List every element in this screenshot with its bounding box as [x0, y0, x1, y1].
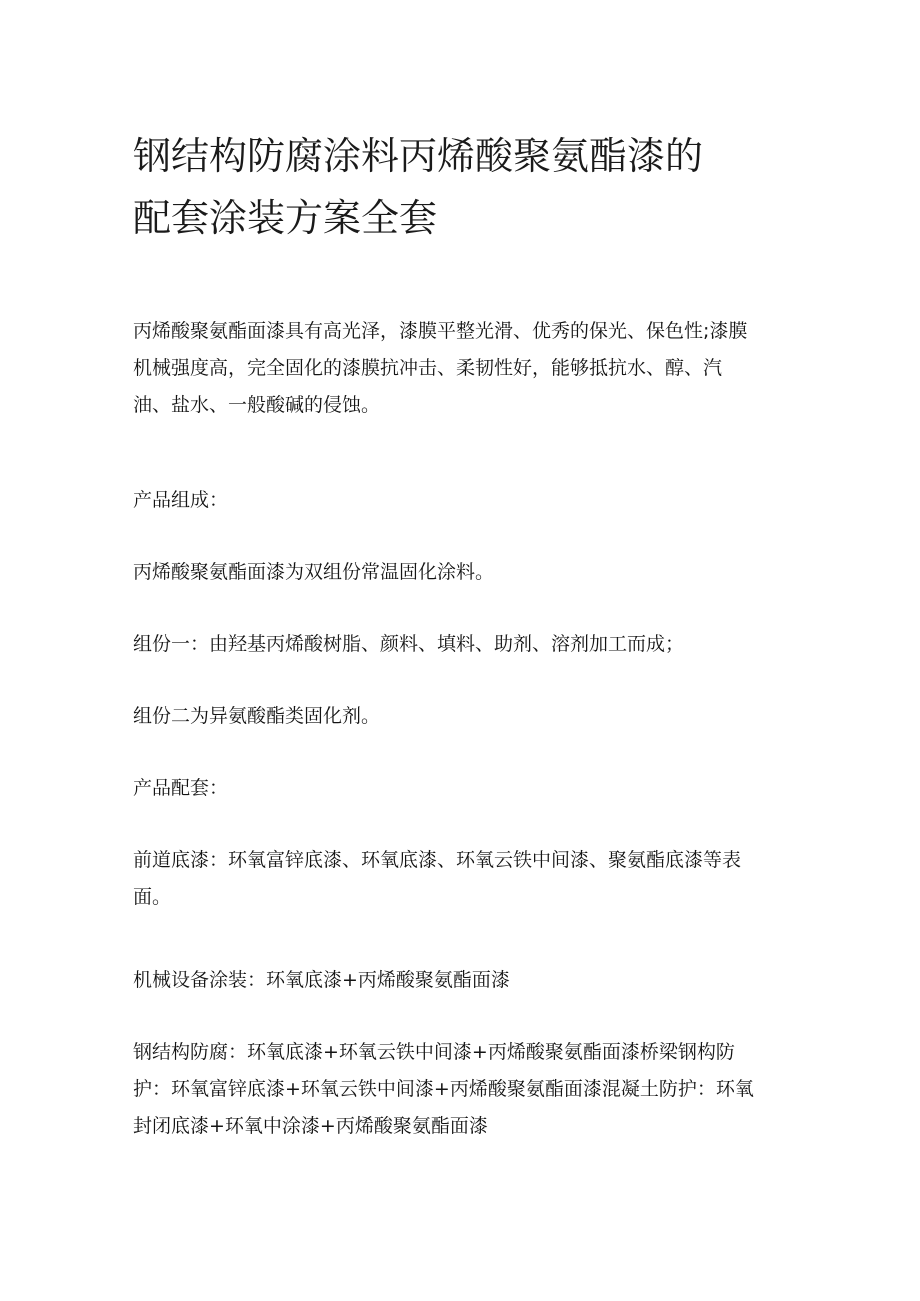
text-line: 封闭底漆+环氧中涂漆+丙烯酸聚氨酯面漆	[133, 1115, 488, 1137]
text-line: 钢结构防腐：环氧底漆+环氧云铁中间漆+丙烯酸聚氨酯面漆桥梁钢构防	[133, 1041, 735, 1063]
intro-paragraph	[133, 313, 793, 424]
text-line: 机械设备涂装：环氧底漆+丙烯酸聚氨酯面漆	[133, 969, 510, 991]
text-line: 丙烯酸聚氨酯面漆具有高光泽，漆膜平整光滑、优秀的保光、保色性;漆膜	[133, 320, 748, 342]
text-line: 组份二为异氨酸酯类固化剂。	[133, 705, 381, 727]
text-line: 机械强度高，完全固化的漆膜抗冲击、柔韧性好，能够抵抗水、醇、汽	[133, 357, 723, 379]
text-line: 面。	[133, 886, 172, 908]
section-heading-composition	[133, 482, 793, 519]
document-title	[133, 125, 793, 249]
text-line: 丙烯酸聚氨酯面漆为双组份常温固化涂料。	[133, 561, 495, 583]
text-line: 组份一：由羟基丙烯酸树脂、颜料、填料、助剂、溶剂加工而成；	[133, 633, 685, 655]
text-line: 油、盐水、一般酸碱的侵蚀。	[133, 394, 381, 416]
component-two-paragraph	[133, 698, 793, 735]
primer-paragraph	[133, 842, 793, 916]
section-heading-matching	[133, 770, 793, 807]
text-line: 护：环氧富锌底漆+环氧云铁中间漆+丙烯酸聚氨酯面漆混凝土防护：环氧	[133, 1078, 754, 1100]
title-line: 配套涂装方案全套	[133, 196, 438, 240]
component-one-paragraph	[133, 626, 793, 663]
machinery-paragraph	[133, 962, 793, 999]
composition-paragraph	[133, 554, 793, 591]
text-line: 产品组成：	[133, 489, 229, 511]
title-line: 钢结构防腐涂料丙烯酸聚氨酯漆的	[133, 134, 704, 178]
text-line: 产品配套：	[133, 777, 229, 799]
text-line: 前道底漆：环氧富锌底漆、环氧底漆、环氧云铁中间漆、聚氨酯底漆等表	[133, 849, 742, 871]
steel-structure-paragraph	[133, 1034, 793, 1145]
